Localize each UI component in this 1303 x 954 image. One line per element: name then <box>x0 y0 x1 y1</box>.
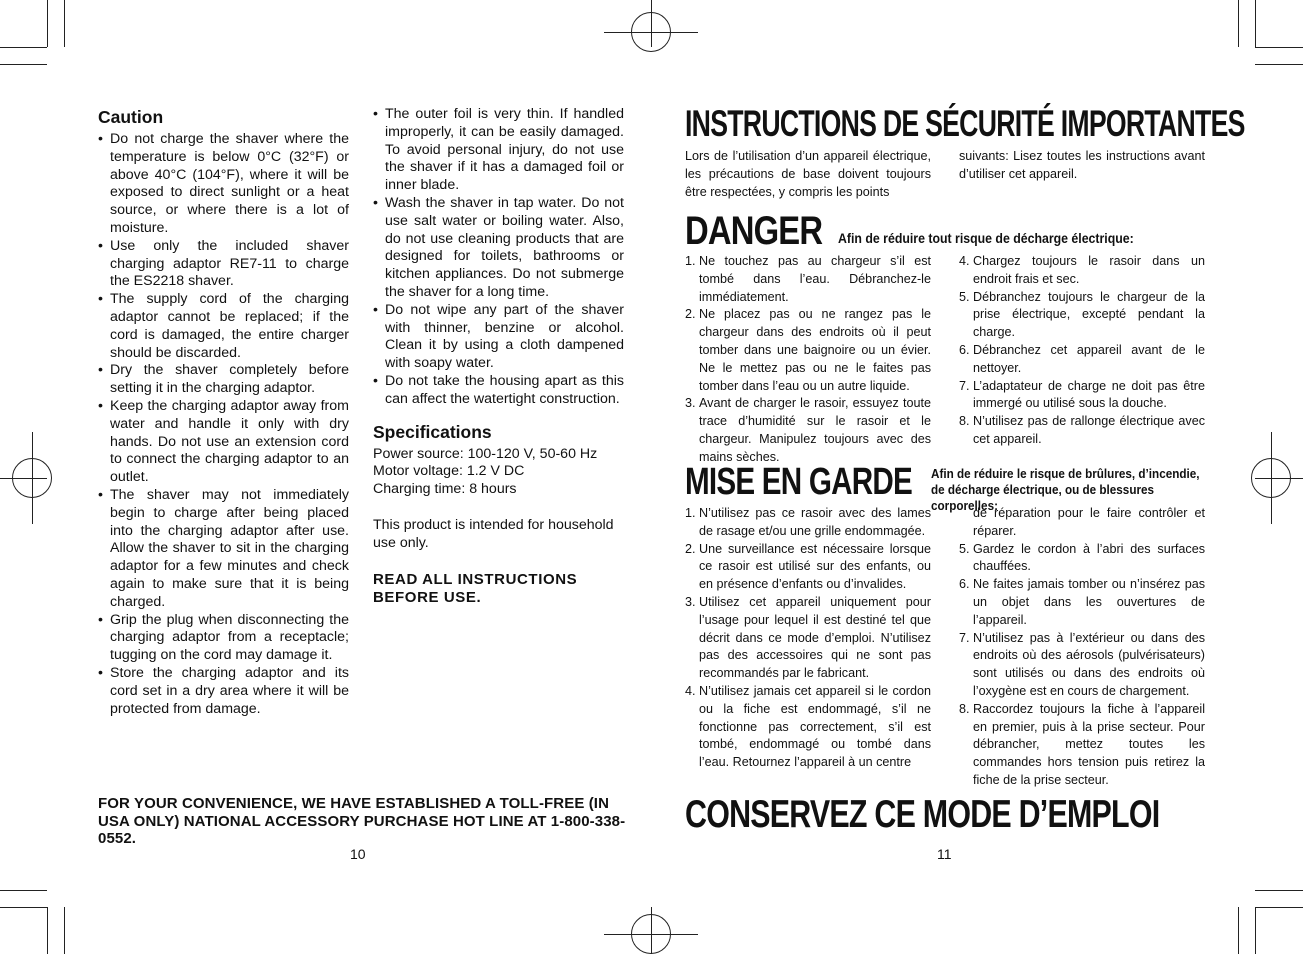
list-item: • The outer foil is very thin. If handled improperly, it can be easily damaged. To avoid personal injury, do not use the shaver if it has a damaged foil or inner blade. <box>373 106 624 195</box>
list-item: 4. Chargez toujours le rasoir dans un endroit frais et sec. <box>959 254 1205 286</box>
mise-en-garde-title: MISE EN GARDE <box>685 461 913 503</box>
mise-en-garde-subtitle: Afin de réduire le risque de brûlures, d’incendie, de décharge électrique, ou de blessures corporelles: <box>931 466 1200 513</box>
garde-list-left <box>685 505 931 772</box>
list-item: 5. Débranchez toujours le chargeur de la prise électrique, excepté pendant la charge. <box>959 289 1205 340</box>
read-all-instructions: READ ALL INSTRUCTIONS BEFORE USE. <box>373 570 578 606</box>
list-item: 1. N’utilisez pas ce rasoir avec des lames de rasage et/ou une grille endommagée. <box>685 506 931 538</box>
french-main-title: INSTRUCTIONS DE SÉCURITÉ IMPORTANTES <box>685 103 1245 144</box>
list-item: • Grip the plug when disconnecting the charging adaptor from a receptacle; tugging on the cord may damage it. <box>98 612 349 665</box>
list-item: 7. N’utilisez pas à l’extérieur ou dans des endroits où des aérosols (pulvérisateurs) sont utilisés ou dans des endroits où l’oxygène est en cours de chargement. <box>959 630 1205 698</box>
list-item: • Dry the shaver completely before setting it in the charging adaptor. <box>98 362 349 398</box>
list-item: 2. Une surveillance est nécessaire lorsque ce rasoir est utilisé sur des enfants, ou en présence d’enfants ou d’invalides. <box>685 541 931 592</box>
list-item: • The supply cord of the charging adaptor cannot be replaced; if the cord is damaged, the entire charger should be discarded. <box>98 291 349 362</box>
household-note: This product is intended for household use only. <box>373 516 614 551</box>
list-item: 4. N’utilisez jamais cet appareil si le cordon ou la fiche est endommagé, s’il ne fonctionne pas correctement, s’il est tombé, endommagé ou tombé dans l’eau. Retournez l’appareil à un centre <box>685 683 931 770</box>
hotline-notice: FOR YOUR CONVENIENCE, WE HAVE ESTABLISHED A TOLL-FREE (IN USA ONLY) NATIONAL ACCESSORY PURCHASE HOT LINE AT 1-800-338-0552. <box>98 795 626 847</box>
garde-item-4-continued: de réparation pour le faire contrôler et réparer. <box>973 506 1205 538</box>
list-item: • The shaver may not immediately begin to charge after being placed into the charging adaptor after use. Allow the shaver to sit in the charging adaptor for a few minutes and check again to make sure that it is being charged. <box>98 487 349 612</box>
list-item: • Wash the shaver in tap water. Do not use salt water or boiling water. Also, do not use cleaning products that are designed for toilets, bathrooms or kitchen appliances. Do not submerge the shaver for a long time. <box>373 195 624 302</box>
list-item: 8. Raccordez toujours la fiche à l’appareil en premier, puis à la prise secteur. Pour débrancher, mettez toutes les commandes hors tension puis retirez la fiche de la prise secteur. <box>959 701 1205 787</box>
spec-motor: Motor voltage: 1.2 V DC <box>373 463 525 480</box>
list-item: • Do not take the housing apart as this can affect the watertight construction. <box>373 373 624 409</box>
list-item: 6. Débranchez cet appareil avant de le nettoyer. <box>959 342 1205 375</box>
care-list <box>373 106 624 409</box>
danger-title: DANGER <box>685 209 823 253</box>
list-item: 8. N’utilisez pas de rallonge électrique avec cet appareil. <box>959 414 1205 446</box>
list-item: • Store the charging adaptor and its cord set in a dry area where it will be protected from damage. <box>98 665 349 718</box>
list-item: 1. Ne touchez pas au chargeur s’il est tombé dans l’eau. Débranchez-le immédiatement. <box>685 254 931 304</box>
list-item: 5. Gardez le cordon à l’abri des surfaces chauffées. <box>959 541 1205 574</box>
caution-list <box>98 131 349 718</box>
list-item: • Use only the included shaver charging adaptor RE7-11 to charge the ES2218 shaver. <box>98 238 349 291</box>
list-item: 2. Ne placez pas ou ne rangez pas le chargeur dans des endroits où il peut tomber dans une baignoire ou un évier. Ne le mettez pas ou ne le faites pas tomber dans l’eau ou un autre liquide. <box>685 307 931 393</box>
list-item: • Do not charge the shaver where the temperature is below 0°C (32°F) or above 40°C (104°F), where it will be exposed to direct sunlight or a heat source, or where there is a lot of moisture. <box>98 131 349 238</box>
list-item: 7. L’adaptateur de charge ne doit pas être immergé ou utilisé sous la douche. <box>959 378 1205 411</box>
english-caution-column <box>98 106 349 718</box>
list-item: 3. Utilisez cet appareil uniquement pour l’usage pour lequel il est destiné tel que décrit dans ce mode d’emploi. N’utilisez pas des accessoires qui ne sont pas recommandés par le fabricant. <box>685 594 931 681</box>
danger-subtitle: Afin de réduire tout risque de décharge électrique: <box>838 231 1134 246</box>
garde-list-right <box>959 505 1205 790</box>
list-item: 3. Avant de charger le rasoir, essuyez toute trace d’humidité sur le rasoir et le chargeur. Manipulez toujours avec des mains sèches. <box>685 396 931 464</box>
english-care-column <box>373 106 624 607</box>
danger-list-left <box>685 253 931 467</box>
spec-power: Power source: 100-120 V, 50-60 Hz <box>373 445 598 462</box>
page-number-right: 11 <box>937 846 952 862</box>
danger-list-right <box>959 253 1205 449</box>
list-item: 6. Ne faites jamais tomber ou n’insérez pas un objet dans les ouvertures de l’appareil. <box>959 577 1205 627</box>
keep-instructions-title: CONSERVEZ CE MODE D’EMPLOI <box>685 793 1160 836</box>
french-intro-right: suivants: Lisez toutes les instructions avant d’utiliser cet appareil. <box>959 149 1205 181</box>
spec-charging-time: Charging time: 8 hours <box>373 481 517 498</box>
list-item: • Do not wipe any part of the shaver with thinner, benzine or alcohol. Clean it by using a cloth dampened with soapy water. <box>373 302 624 373</box>
specifications-heading: Specifications <box>373 421 492 442</box>
french-intro-left: Lors de l’utilisation d’un appareil électrique, les précautions de base doivent toujours être respectées, y compris les points <box>685 149 931 199</box>
list-item: • Keep the charging adaptor away from water and handle it only with dry hands. Do not use an extension cord to connect the charging adaptor to an outlet. <box>98 398 349 487</box>
page-number-left: 10 <box>350 846 366 862</box>
caution-heading: Caution <box>98 107 164 127</box>
